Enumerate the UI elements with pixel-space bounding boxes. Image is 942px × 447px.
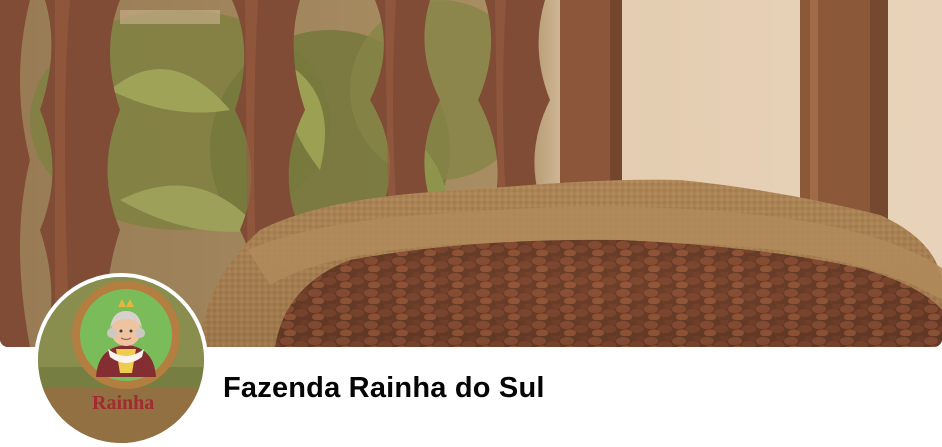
- logo-text: Rainha: [92, 392, 155, 414]
- page-title: Fazenda Rainha do Sul: [223, 372, 545, 404]
- queen-logo: [38, 277, 204, 443]
- profile-picture-frame[interactable]: [34, 273, 208, 447]
- profile-picture[interactable]: [38, 277, 204, 443]
